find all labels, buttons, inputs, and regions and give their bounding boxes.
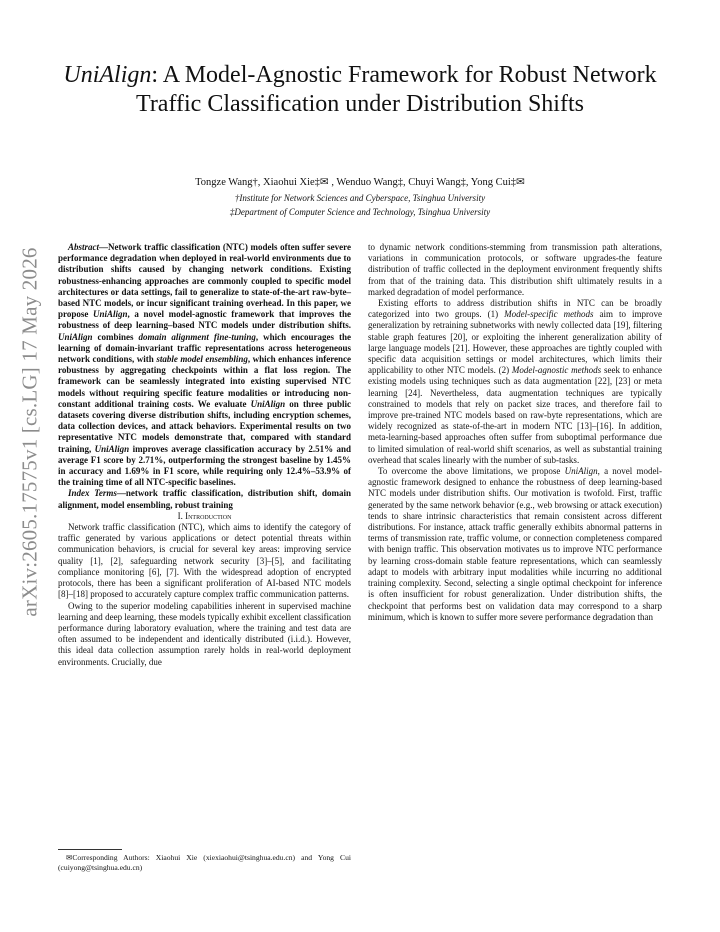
title-framework-name: UniAlign xyxy=(63,62,152,88)
right-p3-text-a: To overcome the above limitations, we propose xyxy=(378,466,565,477)
abstract-label: Abstract xyxy=(68,242,100,252)
abstract-name-2: UniAlign xyxy=(58,331,93,342)
index-terms xyxy=(58,488,351,510)
index-terms-label: Index Terms xyxy=(68,488,117,499)
abstract xyxy=(58,242,351,488)
abstract-term-domain-alignment: domain alignment fine-tuning xyxy=(138,331,256,342)
section-heading-introduction: I. Introduction xyxy=(177,510,232,521)
term-model-specific: Model-specific methods xyxy=(504,309,594,320)
arxiv-identifier: arXiv:2605.17575v1 [cs.LG] 17 May 2026 xyxy=(17,247,42,617)
abstract-text-6: on three public datasets covering diverse distribution shifts, including encryption schemes, data collection devices, and attack behaviors. Experimental results on two representative NTC models demonstrate that, compared with standard training, xyxy=(58,398,351,454)
intro-paragraph-1: Network traffic classification (NTC), which aims to identify the category of traffic generated by various applications or detect potential threats within communication behaviors, is crucial for several key areas: improving service quality [1], [2], safeguarding network security [3]–[5], and facilitating compliance monitoring [6], [7]. With the widespread adoption of encrypted protocols, there has been a significant proliferation of AI-based NTC models [8]–[18] proposed to accurately capture complex traffic communication patterns. xyxy=(58,522,351,600)
right-p2-text-c: seek to enhance existing models using techniques such as data augmentation [22], [23] or meta learning [24]. Nevertheless, data augmentation techniques are typically constrained to models that rely on packet size traces, and therefore fail to improve pre-trained NTC models based on raw-byte representations, which are widely recognized as state-of-the-art in modern NTC [13]–[16]. In addition, meta-learning-based approaches often suffer from suboptimal performance due to limited simulation of real-world shift scenarios, as well as substantial training overhead that scales linearly with the number of sub-tasks. xyxy=(368,365,662,465)
paper-title xyxy=(60,61,660,119)
abstract-text-2: , a novel model-agnostic framework that improves the robustness of deep learning–based NTC models under distribution shifts. xyxy=(58,309,351,331)
right-p3-framework-name: UniAlign xyxy=(564,466,598,477)
right-column xyxy=(368,242,662,623)
right-paragraph-3 xyxy=(368,466,662,623)
right-p2-text-a: Existing efforts to address distribution shifts in NTC can be broadly categorized into two groups. (1) xyxy=(368,298,662,320)
right-paragraph-1: to dynamic network conditions-stemming from transmission path alterations, variations in communication protocols, or software upgrades-the feature distribution of traffic collected in the deployment environment frequently shifts from that of the training data. This distribution shift ultimately results in a marked degradation of model performance. xyxy=(368,242,662,297)
footnote-divider xyxy=(58,849,122,850)
abstract-text-1: —Network traffic classification (NTC) models often suffer severe performance degradation when deployed in real-world environments due to distribution shifts caused by changing network conditions. Existing robustness-enhancing approaches are commonly coupled to specific model architectures or data settings, fail to generalize to state-of-the-art raw-byte–based NTC models, or incur significant training overhead. In this paper, we propose xyxy=(58,242,351,320)
term-model-agnostic: Model-agnostic methods xyxy=(511,365,602,376)
affiliation-institute: †Institute for Network Sciences and Cyberspace, Tsinghua University xyxy=(234,193,486,203)
abstract-name-3: UniAlign xyxy=(250,398,286,409)
right-p3-text-b: , a novel model-agnostic framework designed to enhance the robustness of deep learning-based NTC models under distribution shifts. Our motivation is twofold. First, traffic generated by the same network behavior (e.g., web browsing or attack execution) tends to share intrinsic characteristics that remain consistent across different distributions. For instance, attack traffic generally exhibits abnormal patterns in terms of transmission rate, traffic volume, or connection completeness compared with benign traffic. This observation motivates us to improve NTC performance by learning cross-domain stable feature representations, which can seamlessly adapt to models with arbitrary input modalities while incurring no additional training complexity. Second, selecting a single optimal checkpoint for inference is often insufficient for robust generalization. Under distribution shifts, the checkpoint that performs best on validation data may correspond to a sharp minimum, which is known to suffer more severe performance degradation than xyxy=(368,466,662,622)
abstract-name-1: UniAlign xyxy=(92,309,128,320)
left-column xyxy=(58,242,351,668)
right-paragraph-2 xyxy=(368,298,662,466)
title-rest: : A Model-Agnostic Framework for Robust Network Traffic Classification under Distribution Shifts xyxy=(136,62,657,117)
author-list: Tongze Wang†, Xiaohui Xie‡✉ , Wenduo Wang‡, Chuyi Wang‡, Yong Cui‡✉ xyxy=(195,177,525,188)
corresponding-authors-footnote: ✉Corresponding Authors: Xiaohui Xie (xiexiaohui@tsinghua.edu.cn) and Yong Cui (cuiyong@tsinghua.edu.cn) xyxy=(58,853,351,872)
right-p2-text-b: aim to improve generalization by retraining subnetworks with newly collected data [19], filtering stable graph features [20], or exploiting the inherent generalization ability of large language models [21]. However, these approaches are tightly coupled with specific data acquisition settings or model architectures, which limits their applicability to other NTC models. (2) xyxy=(368,309,662,376)
abstract-text-7: improves average classification accuracy by 2.51% and average F1 score by 2.71%, outperforming the strongest baseline by 1.45% in accuracy and 1.69% in F1 score, while requiring only 12.4%–53.9% of the training time of all NTC-specific baselines. xyxy=(58,443,351,488)
abstract-text-3: combines xyxy=(92,331,139,342)
arxiv-identifier-sidebar xyxy=(10,232,50,632)
index-terms-text: —network traffic classification, distribution shift, domain alignment, model ensembling, robust training xyxy=(58,488,351,510)
affiliation-department: ‡Department of Computer Science and Technology, Tsinghua University xyxy=(229,207,491,217)
intro-paragraph-2: Owing to the superior modeling capabilities inherent in supervised machine learning and deep learning, these models typically exhibit excellent classification performance during laboratory evaluation, where the training and test data are often assumed to be independent and identically distributed (i.i.d.). However, this ideal data collection assumption rarely holds in real-world deployment environments. Crucially, due xyxy=(58,600,351,667)
abstract-text-4: , which encourages the learning of domain-invariant traffic representations across heterogeneous network conditions, with xyxy=(58,331,352,365)
abstract-name-4: UniAlign xyxy=(94,443,130,454)
abstract-text-5: , which enhances inference robustness by aggregating checkpoints within a flat loss region. The framework can be seamlessly integrated into existing supervised NTC models without requiring specific feature modalities or introducing non-constant additional training costs. We evaluate xyxy=(58,354,352,409)
abstract-term-stable-ensembling: stable model ensembling xyxy=(156,354,248,365)
